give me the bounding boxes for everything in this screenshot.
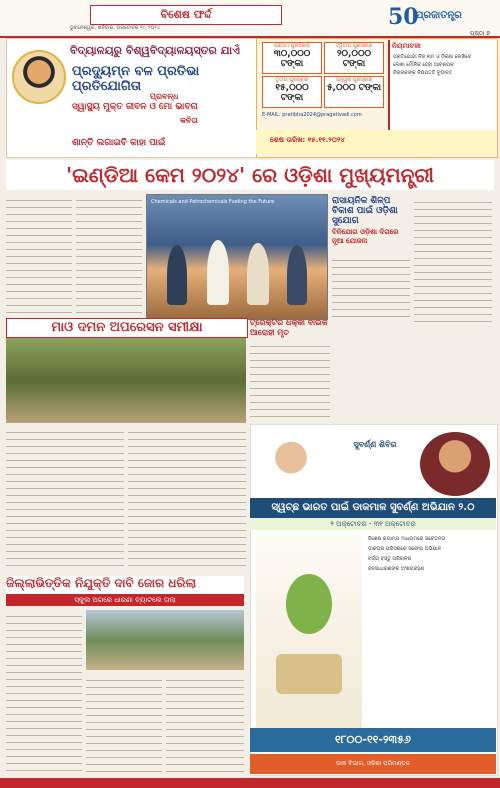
page-footer: [0, 778, 500, 788]
page-number: ପୃଷ୍ଠା ୭: [470, 30, 490, 37]
prize-box: ଦ୍ୱିତୀୟ ପୁରସ୍କାର ୨୦,୦୦୦ ଟଙ୍କା: [324, 42, 384, 74]
article-column: [6, 194, 72, 314]
main-headline: 'ଇଣ୍ଡିଆ କେମ ୨୦୨୪' ରେ ଓଡ଼ିଶା ମୁଖ୍ୟମନ୍ତ୍ରୀ: [6, 160, 494, 190]
leader-portrait: [420, 432, 490, 496]
portrait-photo: [12, 50, 66, 104]
section-title: ବିଶେଷ ଫର୍ଦ୍ଦ: [90, 5, 282, 25]
accident-headline: ଟ୍ରେକ୍ଟର ଧକ୍କା ବାଇକ ଆରୋହୀ ମୃତ: [250, 318, 328, 337]
prize-box: ସାନ୍ତ୍ୱନା ପୁରସ୍କାର ୫,୦୦୦ ଟଙ୍କା: [324, 76, 384, 108]
deadline-text: ଶେଷ ତାରିଖ: ୧୫.୧୧.୨୦୨୪: [270, 136, 345, 144]
prize-box: ପ୍ରଥମ ପୁରସ୍କାର ୩୦,୦୦୦ ଟଙ୍କା: [262, 42, 322, 74]
article-column: [86, 674, 162, 776]
contact-email: E-MAIL: pratibha2024@pragativadi.com: [262, 112, 362, 118]
camp-point: ବିଶେଷ କ୍ୟାମ୍ପ ମାଧ୍ୟମରେ ସଚେତନତା: [368, 536, 446, 542]
camp-dates: ୨ ଅକ୍ଟୋବର - ୩୧ ଅକ୍ଟୋବର: [250, 518, 496, 530]
ad-title-main: ପ୍ରଦ୍ୟୁମ୍ନ ବଳ ପ୍ରତିଭା ପ୍ରତିଯୋଗିତା: [72, 64, 200, 94]
rule-item: ଲେଖା ମୌଳିକ ହେବା ଆବଶ୍ୟକ: [393, 62, 454, 68]
rule-item: ପ୍ରତିଯୋଗୀ ନିଜ ନାମ ଓ ଠିକଣା ଲେଖିବେ: [393, 54, 472, 60]
troops-photo: [6, 338, 246, 423]
camp-points: [366, 534, 492, 744]
camp-point: ବର୍ଜ୍ୟ ବସ୍ତୁ ପରିଚାଳନା: [368, 556, 412, 562]
article-column: [166, 674, 244, 776]
leader-portrait: [256, 432, 326, 496]
ad-title: ବିଦ୍ୟାଳୟରୁ ବିଶ୍ୱବିଦ୍ୟାଳୟସ୍ତର ଯାଏଁ: [70, 44, 240, 57]
article-column: [250, 340, 330, 420]
article-column: [128, 426, 246, 572]
rule-item: ବିଚାରକଙ୍କ ନିଷ୍ପତ୍ତି ଚୂଡ଼ାନ୍ତ: [393, 70, 453, 76]
newspaper-name: ପ୍ରଜାତନ୍ତ୍ର: [416, 10, 462, 21]
district-strip: ସ୍କୁଲ ଅଗରେ ଧାରଣା ବ୍ୟାଟଲେ ତାଲା: [6, 594, 244, 606]
article-column: [6, 610, 82, 776]
anniversary-logo: 50: [388, 4, 419, 30]
rules-heading: ନିୟମାବଳୀ: [392, 42, 421, 50]
camp-title: ସୁବର୍ଣ୍ଣ ଶିବିର: [353, 440, 397, 449]
district-headline: ଜିଲ୍ଲାଭିତ୍ତିକ ନିଯୁକ୍ତି ଦାବି ଜୋର ଧରିଲା: [6, 576, 244, 594]
ad-topic: ସ୍ୱାସ୍ଥ୍ୟ ମୁକ୍ତ ଜୀବନ ଓ ମୋ ଭାବନା: [72, 102, 198, 112]
camp-point: ଜନସାଧାରଣଙ୍କ ଅଂଶଗ୍ରହଣ: [368, 566, 425, 572]
ad-bottom: ଶାନ୍ତି ଲଗାଇବି କାହା ପାଇଁ: [72, 138, 166, 148]
article-column: [414, 196, 492, 322]
side-headline: ରାସାୟନିକ ଶିଳ୍ପ ବିକାଶ ପାଇଁ ଓଡ଼ିଶା ସୁଯୋଗ: [332, 196, 398, 226]
side-article: [330, 194, 494, 324]
camp-footer: ଡାକ ବିଭାଗ, ଓଡ଼ିଶା ପରିମଣ୍ଡଳ: [250, 754, 496, 774]
prize-box: ତୃତୀୟ ପୁରସ୍କାର ୧୫,୦୦୦ ଟଙ୍କା: [262, 76, 322, 108]
article-column: [6, 426, 124, 572]
article-column: [332, 254, 410, 322]
ad-poem: କବିତା: [180, 116, 198, 125]
school-photo: [86, 610, 244, 670]
camp-point: ଡାକଘର ପରିସରରେ ସଫେଇ ଅଭିଯାନ: [368, 546, 442, 552]
event-photo: [146, 194, 328, 320]
side-subheadline: ବିନିଯୋଗ ଓଡ଼ିଶା ଦିଗରେ ନୂଆ ଯୋଜନା: [332, 228, 399, 245]
camp-banner: ସ୍ୱଚ୍ଛ ଭାରତ ପାଇଁ ଡାକମାଳ ସୁବର୍ଣ୍ଣ ଅଭିଯାନ ୨.୦: [250, 498, 496, 518]
camp-illustration: [256, 534, 362, 744]
article-column: [76, 194, 142, 314]
ad-subject: ପ୍ରବନ୍ଧ: [150, 92, 179, 101]
dateline: ଭୁବନେଶ୍ୱର, ଶନିବାର, ଅକ୍ଟୋବର ୧୯, ୨୦୨୪: [70, 25, 161, 31]
helpline-number: ୧୮୦୦-୧୧-୨୩୫୬: [250, 728, 496, 752]
photo-banner: Chemicals and Petrochemicals Fueling the Future: [151, 199, 275, 205]
rules-list: [388, 40, 496, 130]
maoist-headline: ମାଓ ଦମନ ଅପରେସନ ସମୀକ୍ଷା: [6, 318, 248, 338]
